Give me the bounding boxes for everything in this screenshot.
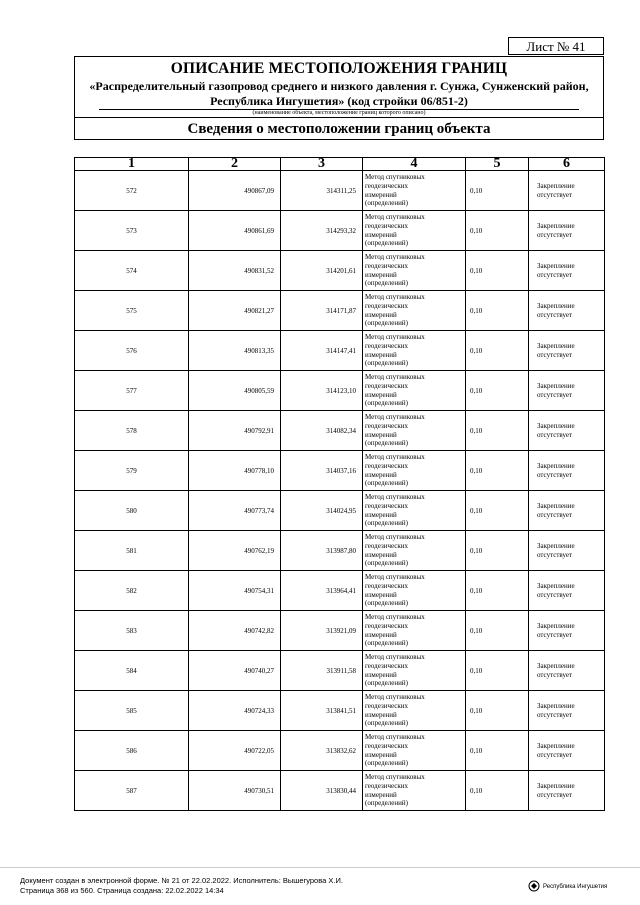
method-text-line: геодезических: [365, 741, 409, 750]
point-number: 578: [75, 411, 189, 451]
method-text-line: Метод спутниковых: [365, 613, 425, 622]
table-row: [75, 171, 605, 211]
object-name-line-1: «Распределительный газопровод среднего и низкого давления г. Сунжа, Сунженский район,: [89, 79, 589, 93]
method-text-line: измерений: [365, 190, 397, 199]
table-row: [75, 211, 605, 251]
method-text-line: измерений: [365, 230, 397, 239]
description-text-line: Закрепление: [537, 341, 575, 350]
point-number: 572: [75, 171, 189, 211]
description-text-line: отсутствует: [537, 670, 573, 679]
coordinate-y: 313911,58: [281, 651, 363, 691]
point-number: 582: [75, 571, 189, 611]
method-text-line: измерений: [365, 790, 397, 799]
method-text-line: (определений): [365, 679, 408, 688]
method-cell: [363, 371, 466, 411]
method-text-line: измерений: [365, 590, 397, 599]
point-number: 583: [75, 611, 189, 651]
description-text-line: отсутствует: [537, 350, 573, 359]
description-text-line: отсутствует: [537, 630, 573, 639]
point-number: 580: [75, 491, 189, 531]
accuracy: 0,10: [466, 611, 529, 651]
table-row: [75, 491, 605, 531]
method-text-line: (определений): [365, 799, 408, 808]
coordinate-y: 313832,62: [281, 731, 363, 771]
method-text-line: измерений: [365, 710, 397, 719]
accuracy: 0,10: [466, 531, 529, 571]
method-text-line: (определений): [365, 319, 408, 328]
point-number: 574: [75, 251, 189, 291]
description-text-line: Закрепление: [537, 661, 575, 670]
method-text-line: измерений: [365, 390, 397, 399]
document-header: [74, 56, 604, 118]
description-text-line: отсутствует: [537, 230, 573, 239]
method-text-line: геодезических: [365, 421, 409, 430]
emblem-icon: [528, 880, 540, 892]
description-text-line: Закрепление: [537, 541, 575, 550]
method-text-line: (определений): [365, 479, 408, 488]
description-text-line: отсутствует: [537, 590, 573, 599]
point-number: 581: [75, 531, 189, 571]
method-text-line: Метод спутниковых: [365, 773, 425, 782]
coordinate-x: 490778,10: [189, 451, 281, 491]
coordinate-y: 314024,95: [281, 491, 363, 531]
document-title: ОПИСАНИЕ МЕСТОПОЛОЖЕНИЯ ГРАНИЦ: [170, 60, 508, 77]
method-cell: [363, 491, 466, 531]
method-text-line: геодезических: [365, 381, 409, 390]
method-text-line: Метод спутниковых: [365, 173, 425, 182]
coordinate-y: 314147,41: [281, 331, 363, 371]
method-text-line: геодезических: [365, 621, 409, 630]
description-text-line: отсутствует: [537, 470, 573, 479]
point-number: 573: [75, 211, 189, 251]
method-cell: [363, 651, 466, 691]
column-header: 2: [189, 158, 281, 171]
description-text-line: отсутствует: [537, 190, 573, 199]
method-text-line: геодезических: [365, 461, 409, 470]
point-number: 584: [75, 651, 189, 691]
description-text-line: Закрепление: [537, 301, 575, 310]
object-name-line-2: Республика Ингушетия» (код стройки 06/851-2): [210, 94, 468, 108]
method-text-line: (определений): [365, 719, 408, 728]
description-cell: [529, 291, 605, 331]
method-text-line: геодезических: [365, 661, 409, 670]
method-text-line: геодезических: [365, 581, 409, 590]
method-cell: [363, 411, 466, 451]
method-cell: [363, 251, 466, 291]
method-text-line: Метод спутниковых: [365, 413, 425, 422]
description-cell: [529, 251, 605, 291]
coordinate-x: 490722,05: [189, 731, 281, 771]
description-text-line: Закрепление: [537, 501, 575, 510]
method-cell: [363, 291, 466, 331]
description-cell: [529, 651, 605, 691]
table-row: [75, 731, 605, 771]
footer-line-1: Документ создан в электронной форме. № 21 от 22.02.2022. Исполнитель: Вышегурова Х.И.: [20, 876, 343, 885]
accuracy: 0,10: [466, 731, 529, 771]
description-text-line: Закрепление: [537, 221, 575, 230]
method-text-line: геодезических: [365, 781, 409, 790]
description-cell: [529, 331, 605, 371]
coordinate-x: 490730,51: [189, 771, 281, 811]
description-text-line: Закрепление: [537, 421, 575, 430]
coordinate-x: 490867,09: [189, 171, 281, 211]
description-text-line: Закрепление: [537, 741, 575, 750]
column-header: 3: [281, 158, 363, 171]
coordinate-x: 490762,19: [189, 531, 281, 571]
column-header: 6: [529, 158, 605, 171]
column-header: 4: [363, 158, 466, 171]
method-text-line: измерений: [365, 350, 397, 359]
coordinate-x: 490805,59: [189, 371, 281, 411]
method-text-line: (определений): [365, 439, 408, 448]
description-cell: [529, 611, 605, 651]
method-text-line: (определений): [365, 239, 408, 248]
coordinate-x: 490821,27: [189, 291, 281, 331]
point-number: 575: [75, 291, 189, 331]
coordinate-y: 314311,25: [281, 171, 363, 211]
method-cell: [363, 731, 466, 771]
description-cell: [529, 451, 605, 491]
method-text-line: (определений): [365, 639, 408, 648]
coordinate-y: 313987,80: [281, 531, 363, 571]
accuracy: 0,10: [466, 571, 529, 611]
footer-logo-text: Республика Ингушетия: [543, 884, 608, 890]
description-text-line: Закрепление: [537, 381, 575, 390]
method-text-line: Метод спутниковых: [365, 453, 425, 462]
method-text-line: Метод спутниковых: [365, 253, 425, 262]
method-text-line: измерений: [365, 550, 397, 559]
accuracy: 0,10: [466, 371, 529, 411]
method-text-line: измерений: [365, 430, 397, 439]
method-cell: [363, 691, 466, 731]
method-cell: [363, 171, 466, 211]
accuracy: 0,10: [466, 411, 529, 451]
description-text-line: отсутствует: [537, 790, 573, 799]
column-header: 5: [466, 158, 529, 171]
method-text-line: геодезических: [365, 501, 409, 510]
method-cell: [363, 531, 466, 571]
description-text-line: Закрепление: [537, 261, 575, 270]
coordinate-x: 490742,82: [189, 611, 281, 651]
accuracy: 0,10: [466, 251, 529, 291]
method-text-line: Метод спутниковых: [365, 693, 425, 702]
footer-logo: [528, 880, 628, 894]
method-text-line: измерений: [365, 310, 397, 319]
coordinate-y: 313841,51: [281, 691, 363, 731]
coordinate-x: 490861,69: [189, 211, 281, 251]
method-text-line: Метод спутниковых: [365, 333, 425, 342]
point-number: 585: [75, 691, 189, 731]
sheet-number: Лист № 41: [508, 37, 604, 55]
method-text-line: (определений): [365, 759, 408, 768]
accuracy: 0,10: [466, 291, 529, 331]
coordinate-x: 490813,35: [189, 331, 281, 371]
coordinate-x: 490754,31: [189, 571, 281, 611]
method-text-line: Метод спутниковых: [365, 373, 425, 382]
description-text-line: Закрепление: [537, 581, 575, 590]
method-text-line: Метод спутниковых: [365, 533, 425, 542]
description-cell: [529, 411, 605, 451]
description-cell: [529, 171, 605, 211]
method-text-line: Метод спутниковых: [365, 733, 425, 742]
coordinate-x: 490773,74: [189, 491, 281, 531]
accuracy: 0,10: [466, 211, 529, 251]
description-cell: [529, 371, 605, 411]
description-cell: [529, 491, 605, 531]
coordinate-y: 314201,61: [281, 251, 363, 291]
coordinate-x: 490724,33: [189, 691, 281, 731]
table-row: [75, 611, 605, 651]
description-cell: [529, 211, 605, 251]
method-cell: [363, 211, 466, 251]
coordinate-y: 314293,32: [281, 211, 363, 251]
method-text-line: геодезических: [365, 341, 409, 350]
point-number: 579: [75, 451, 189, 491]
table-row: [75, 531, 605, 571]
method-text-line: Метод спутниковых: [365, 293, 425, 302]
object-caption: (наименование объекта, местоположение границ которого описано): [252, 110, 426, 116]
accuracy: 0,10: [466, 771, 529, 811]
method-text-line: Метод спутниковых: [365, 653, 425, 662]
description-text-line: отсутствует: [537, 550, 573, 559]
coordinate-y: 313921,09: [281, 611, 363, 651]
coordinate-x: 490740,27: [189, 651, 281, 691]
method-text-line: (определений): [365, 599, 408, 608]
method-text-line: Метод спутниковых: [365, 573, 425, 582]
table-row: [75, 651, 605, 691]
method-cell: [363, 771, 466, 811]
footer-divider: [0, 867, 640, 868]
method-cell: [363, 571, 466, 611]
coordinate-x: 490831,52: [189, 251, 281, 291]
description-text-line: отсутствует: [537, 510, 573, 519]
coordinates-table: [74, 157, 605, 811]
point-number: 586: [75, 731, 189, 771]
description-cell: [529, 731, 605, 771]
description-text-line: отсутствует: [537, 430, 573, 439]
description-text-line: отсутствует: [537, 390, 573, 399]
method-text-line: измерений: [365, 470, 397, 479]
method-text-line: измерений: [365, 270, 397, 279]
description-cell: [529, 691, 605, 731]
method-text-line: геодезических: [365, 701, 409, 710]
coordinate-y: 314037,16: [281, 451, 363, 491]
description-cell: [529, 531, 605, 571]
method-text-line: (определений): [365, 559, 408, 568]
description-text-line: отсутствует: [537, 270, 573, 279]
table-row: [75, 411, 605, 451]
method-text-line: Метод спутниковых: [365, 493, 425, 502]
method-cell: [363, 611, 466, 651]
accuracy: 0,10: [466, 491, 529, 531]
method-text-line: (определений): [365, 399, 408, 408]
coordinate-y: 313830,44: [281, 771, 363, 811]
description-text-line: Закрепление: [537, 461, 575, 470]
method-text-line: измерений: [365, 510, 397, 519]
description-text-line: отсутствует: [537, 750, 573, 759]
table-row: [75, 691, 605, 731]
accuracy: 0,10: [466, 171, 529, 211]
point-number: 576: [75, 331, 189, 371]
description-text-line: Закрепление: [537, 701, 575, 710]
method-text-line: геодезических: [365, 301, 409, 310]
description-text-line: Закрепление: [537, 181, 575, 190]
method-text-line: Метод спутниковых: [365, 213, 425, 222]
table-row: [75, 291, 605, 331]
section-title: Сведения о местоположении границ объекта: [74, 118, 604, 140]
description-cell: [529, 771, 605, 811]
description-text-line: Закрепление: [537, 621, 575, 630]
method-text-line: геодезических: [365, 221, 409, 230]
table-row: [75, 451, 605, 491]
accuracy: 0,10: [466, 691, 529, 731]
table-row: [75, 251, 605, 291]
accuracy: 0,10: [466, 451, 529, 491]
method-text-line: измерений: [365, 750, 397, 759]
table-header-row: [75, 158, 605, 171]
coordinate-y: 314082,34: [281, 411, 363, 451]
point-number: 587: [75, 771, 189, 811]
coordinate-y: 314171,87: [281, 291, 363, 331]
method-text-line: геодезических: [365, 181, 409, 190]
method-text-line: измерений: [365, 670, 397, 679]
point-number: 577: [75, 371, 189, 411]
method-text-line: (определений): [365, 279, 408, 288]
coordinate-y: 313964,41: [281, 571, 363, 611]
method-text-line: (определений): [365, 359, 408, 368]
description-text-line: отсутствует: [537, 310, 573, 319]
table-row: [75, 571, 605, 611]
method-cell: [363, 331, 466, 371]
coordinate-x: 490792,91: [189, 411, 281, 451]
method-text-line: измерений: [365, 630, 397, 639]
method-text-line: геодезических: [365, 261, 409, 270]
description-cell: [529, 571, 605, 611]
method-text-line: (определений): [365, 519, 408, 528]
method-text-line: (определений): [365, 199, 408, 208]
footer-line-2: Страница 368 из 560. Страница создана: 22.02.2022 14:34: [20, 886, 224, 895]
footer-text: [20, 876, 343, 896]
column-header: 1: [75, 158, 189, 171]
method-cell: [363, 451, 466, 491]
method-text-line: геодезических: [365, 541, 409, 550]
accuracy: 0,10: [466, 331, 529, 371]
table-row: [75, 771, 605, 811]
coordinate-y: 314123,10: [281, 371, 363, 411]
table-row: [75, 331, 605, 371]
description-text-line: Закрепление: [537, 781, 575, 790]
table-row: [75, 371, 605, 411]
accuracy: 0,10: [466, 651, 529, 691]
description-text-line: отсутствует: [537, 710, 573, 719]
